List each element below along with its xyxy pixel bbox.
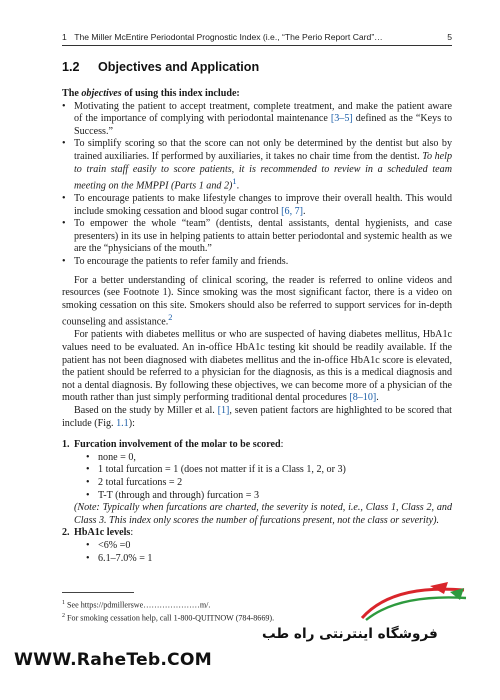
footnote-marker: 1 xyxy=(62,600,65,606)
section-heading xyxy=(62,60,259,74)
text-run: . xyxy=(376,392,379,404)
citation-link[interactable]: [6, 7] xyxy=(281,205,304,217)
text-run: For a better understanding of clinical scoring, the reader is referred to online videos and resources (see Footnote 1). Since smoking was the most significant factor, there is a video on smoking cessation on this site. Smokers should also be referred to support services for in-depth counseling and assistance. xyxy=(62,274,452,328)
score-item: • T-T (through and through) furcation = 3 xyxy=(74,490,452,503)
section-number: 1.2 xyxy=(62,60,80,74)
objectives-list xyxy=(62,101,452,269)
text-run: . xyxy=(236,180,240,192)
score-item: • 1 total furcation = 1 (does not matter if it is a Class 1, 2, or 3) xyxy=(74,464,452,477)
footnote-marker: 2 xyxy=(62,612,65,619)
text-run: Motivating the patient to accept treatment, complete treatment, and make the patient aware of the importance of complying with periodontal maintenance xyxy=(74,100,452,125)
section-title: Objectives and Application xyxy=(98,60,260,74)
text-run: defined as the “Keys to Success.” xyxy=(74,113,453,137)
running-header xyxy=(62,32,452,42)
chapter-title: The Miller McEntire Periodontal Prognostic Index (i.e., “The Perio Report Card”… xyxy=(74,32,383,42)
score-item: • 2 total furcations = 2 xyxy=(74,477,452,490)
watermark-persian: فروشگاه اینترنتی راه طب xyxy=(262,626,438,642)
score-item: • <6% =0 xyxy=(74,540,452,553)
paragraphs xyxy=(62,275,452,430)
chapter-number: 1 xyxy=(62,32,67,42)
objective-item xyxy=(62,138,452,193)
lead-pre: The xyxy=(62,88,82,99)
factor-item xyxy=(62,527,452,565)
spacer xyxy=(62,430,452,439)
header-rule xyxy=(62,45,452,46)
factor-title: HbA1c levels xyxy=(74,527,131,539)
raheteb-logo xyxy=(352,580,472,624)
text-run: , seven patient factors are highlighted to be scored that include (Fig. xyxy=(62,404,452,429)
body-paragraph xyxy=(62,329,452,405)
factor-score-list xyxy=(74,540,452,565)
text-run: To help to train staff easily to score patients, it is recommended to review in a scheduled team meeting on the MMPPI (Parts 1 and 2) xyxy=(74,150,453,192)
factor-note: (Note: Typically when furcations are charted, the severity is noted, i.e., Class 1, Class 2, and Class 3. This index only scores the number of furcations present, not the class or severity). xyxy=(74,502,452,526)
lead-post: of using this index include: xyxy=(121,88,240,99)
body-paragraph xyxy=(62,275,452,330)
text-run: To encourage patients to make lifestyle changes to improve their overall health. This would include smoking cessation and blood sugar control xyxy=(74,193,452,217)
page-number: 5 xyxy=(447,32,452,42)
factor-score-list xyxy=(74,452,452,502)
objective-item xyxy=(62,256,452,269)
text-run: To simplify scoring so that the score can not only be determined by the dentist but also by trained auxiliaries. If performed by auxiliaries, it takes no chair time from the dentist. xyxy=(74,138,452,162)
lead-emphasis: objectives xyxy=(81,88,122,99)
patient-factors-list xyxy=(62,439,452,565)
factor-item xyxy=(62,439,452,527)
objective-item xyxy=(62,218,452,256)
citation-link[interactable]: [3–5] xyxy=(330,113,353,125)
score-item: • none = 0, xyxy=(74,452,452,465)
watermark-site: WWW.RaheTeb.COM xyxy=(14,650,212,670)
factor-title: Furcation involvement of the molar to be scored xyxy=(74,439,281,451)
text-run: For patients with diabetes mellitus or who are suspected of having diabetes mellitus, HbA1c values need to be evaluated. An in-office HbA1c testing kit should be readily available. If the patient has not been diagnosed with diabetes mellitus and the in-office HbA1c score is elevated, the patient should be referred to a physician for the diagnosis, as this is a medical diagnosis and not a dental diagnosis. By following these objectives, we can become more of a physician of the mouth rather than just simply performing traditional dental procedures xyxy=(62,329,452,404)
footnote-text: For smoking cessation help, call 1-800-QUITNOW (784-8669). xyxy=(65,613,275,623)
text-run: . xyxy=(303,205,306,217)
factor-title-suffix: : xyxy=(130,527,134,539)
footnote-rule xyxy=(62,592,134,593)
factor-number: 2. xyxy=(62,527,70,539)
factor-title-suffix: : xyxy=(280,439,284,451)
citation-link[interactable]: [8–10] xyxy=(349,392,377,404)
body-text xyxy=(62,88,452,565)
objective-item xyxy=(62,101,452,139)
objectives-lead xyxy=(62,88,452,101)
citation-link[interactable]: 1 xyxy=(232,177,237,187)
footnote-text[interactable]: See https://pdmillerswe…………………m/. xyxy=(65,600,211,610)
text-run: Based on the study by Miller et al. xyxy=(74,404,218,416)
citation-link[interactable]: 2 xyxy=(168,313,173,323)
text-run: ): xyxy=(128,417,135,429)
score-item: • 6.1–7.0% = 1 xyxy=(74,553,452,566)
text-run: To empower the whole “team” (dentists, dental assistants, dental hygienists, and case presenters) in its use in helping patients to attain better periodontal and systemic health as we are the “physicians of the mouth.” xyxy=(74,218,452,255)
citation-link[interactable]: 1.1 xyxy=(116,417,129,429)
text-run: To encourage the patients to refer family and friends. xyxy=(74,256,289,268)
objective-item xyxy=(62,193,452,218)
citation-link[interactable]: [1] xyxy=(217,404,230,416)
body-paragraph xyxy=(62,405,452,430)
factor-number: 1. xyxy=(62,439,70,451)
